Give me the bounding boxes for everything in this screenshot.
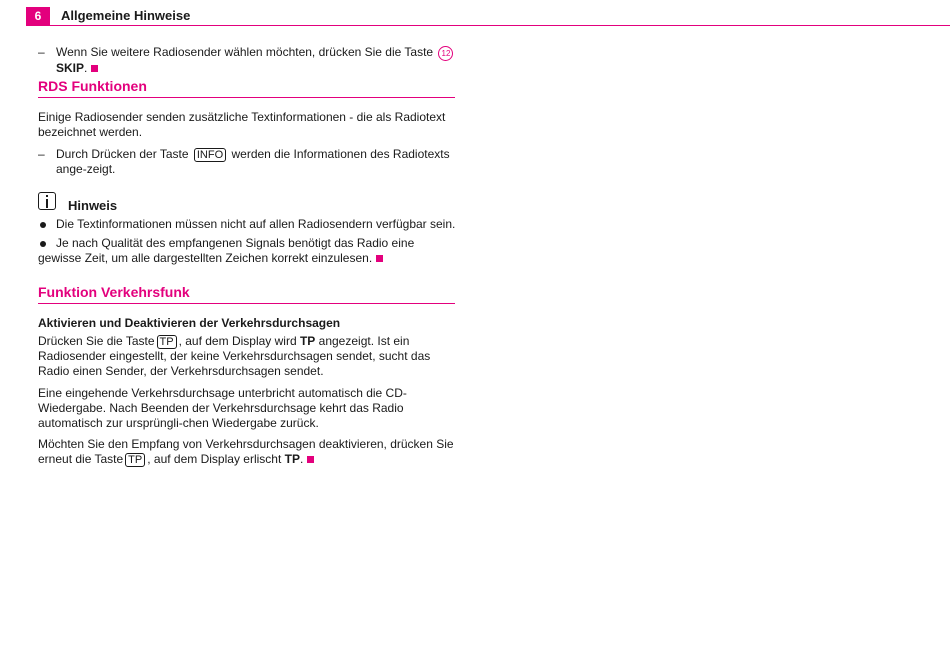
rds-instruction-text-end: werden die Informationen des Radiotexts ange-zeigt.: [56, 147, 450, 176]
tp-label: TP: [284, 452, 300, 466]
traffic-section-title: Funktion Verkehrsfunk: [38, 284, 455, 304]
p3-text-mid: , auf dem Display erlischt: [147, 452, 282, 466]
note-bullet: [38, 217, 456, 232]
bullet-icon: [40, 222, 46, 228]
rds-section-title: RDS Funktionen: [38, 78, 455, 98]
intro-text: Wenn Sie weitere Radiosender wählen möchten, drücken Sie die Taste: [56, 45, 434, 59]
tp-key-icon: TP: [125, 453, 145, 467]
traffic-paragraph-2: Eine eingehende Verkehrsdurchsage unterbricht automatisch die CD-Wiedergabe. Nach Beenden der Verkehrsdurchsage kehrt das Radio automatisch zur ursprüngli-chen Wiedergabe zurück.: [38, 386, 407, 430]
section-end-icon: [376, 255, 383, 262]
skip-label: SKIP: [56, 61, 85, 75]
tp-label: TP: [299, 334, 316, 348]
info-key-icon: INFO: [194, 148, 226, 162]
note-bullet-text: Die Textinformationen müssen nicht auf allen Radiosendern verfügbar sein.: [56, 217, 456, 231]
section-end-icon: [307, 456, 314, 463]
page-header: [0, 0, 950, 26]
p3-text-end: .: [299, 452, 304, 466]
note-bullet: [38, 236, 456, 266]
p1-text-end: angezeigt. Ist ein Radiosender eingestellt, der keine Verkehrsdurchsagen sendet, sucht das Radio einen Sender, der Verkehrsdurchsagen sendet.: [38, 334, 431, 378]
intro-text-end: .: [84, 61, 88, 75]
traffic-paragraph-1: [38, 334, 456, 379]
dash-marker: –: [38, 147, 45, 161]
key-12-icon: 12: [438, 46, 453, 61]
rds-instruction-text: Durch Drücken der Taste: [56, 147, 189, 161]
header-title: Allgemeine Hinweise: [61, 8, 191, 23]
rds-instruction: [38, 147, 456, 177]
info-icon: [38, 192, 56, 210]
intro-instruction: [38, 45, 456, 76]
section-end-icon: [91, 65, 98, 72]
p1-text: Drücken Sie die Taste: [38, 334, 155, 348]
traffic-paragraph-3: [38, 437, 456, 467]
bullet-icon: [40, 241, 46, 247]
p1-text-mid: , auf dem Display wird: [178, 334, 297, 348]
header-rule: [26, 25, 950, 26]
p3-text: Möchten Sie den Empfang von Verkehrsdurchsagen deaktivieren, drücken Sie erneut die Taste: [38, 437, 454, 466]
tp-key-icon: TP: [157, 335, 177, 349]
page-number: 6: [26, 7, 50, 26]
dash-marker: –: [38, 45, 45, 59]
note-title: Hinweis: [68, 198, 118, 213]
rds-paragraph: Einige Radiosender senden zusätzliche Textinformationen - die als Radiotext bezeichnet werden.: [38, 110, 446, 139]
note-bullet-text: Je nach Qualität des empfangenen Signals benötigt das Radio eine gewisse Zeit, um alle dargestellten Zeichen korrekt einzulesen.: [38, 236, 415, 265]
traffic-subheading: Aktivieren und Deaktivieren der Verkehrsdurchsagen: [38, 316, 341, 330]
